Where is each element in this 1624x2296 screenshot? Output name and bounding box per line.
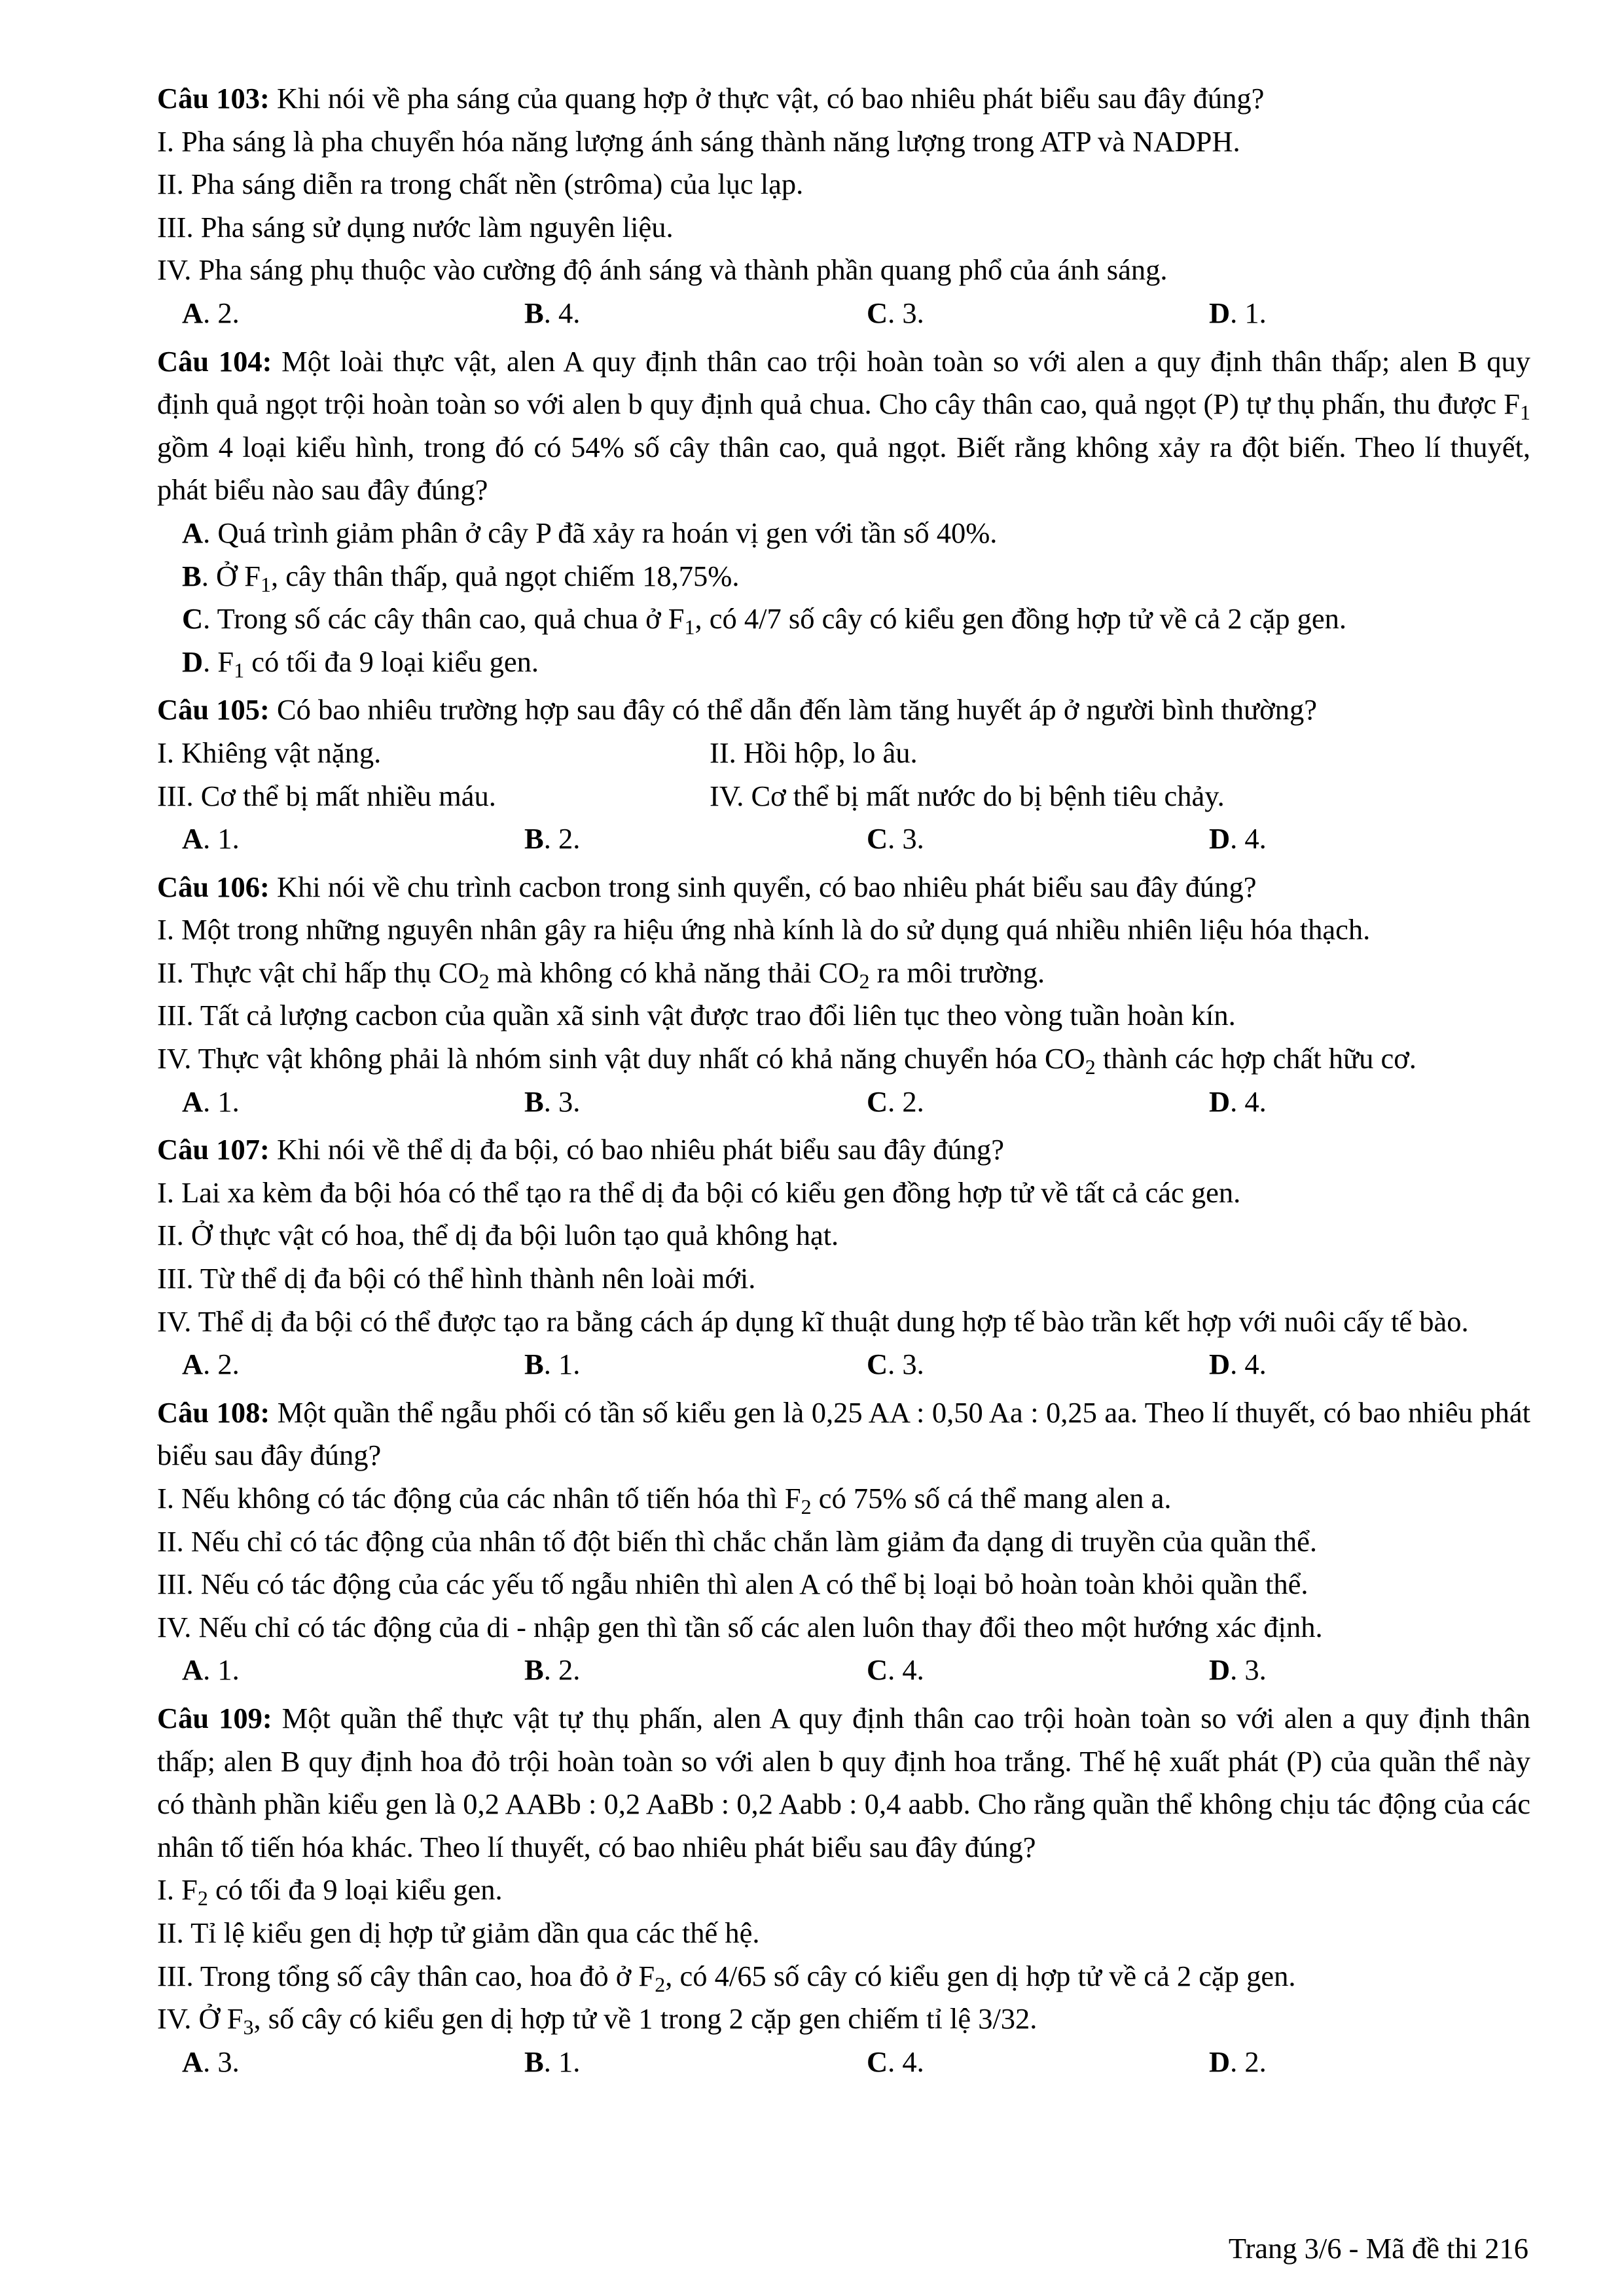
answer-options: [157, 1081, 1530, 1124]
statement-4: IV. Pha sáng phụ thuộc vào cường độ ánh sáng và thành phần quang phổ của ánh sáng.: [157, 253, 1168, 287]
question-105: [157, 689, 1530, 860]
answer-options: [157, 817, 1530, 861]
question-106: [157, 866, 1530, 1124]
option-b[interactable]: B. Ở $F_1$, cây thân thấp, quả ngọt chiếm 18,75%.: [182, 559, 740, 596]
option-c[interactable]: C. 3.: [867, 822, 924, 855]
option-c[interactable]: C. 3.: [867, 1348, 924, 1381]
statement-1: I. Một trong những nguyên nhân gây ra hiệu ứng nhà kính là do sử dụng quá nhiều nhiên liệu hóa thạch.: [157, 913, 1371, 946]
statement-1: I. Khiêng vật nặng.: [157, 736, 382, 769]
option-d[interactable]: D. $F_1$ có tối đa 9 loại kiểu gen.: [182, 645, 539, 682]
option-d[interactable]: D. 4.: [1209, 822, 1267, 855]
option-d[interactable]: D. 4.: [1209, 1348, 1267, 1381]
question-stem: Câu 104: Một loài thực vật, alen A quy định thân cao trội hoàn toàn so với alen a quy định thân thấp; alen B quy định quả ngọt trội hoàn toàn so với alen b quy định quả chua. Cho cây thân cao, quả ngọt (P) tự thụ phấn, thu được $F_1$ gồm 4 loại kiểu hình, trong đó có 54% số cây thân cao, quả ngọt. Biết rằng không xảy ra đột biến. Theo lí thuyết, phát biểu nào sau đây đúng?: [157, 344, 1530, 507]
question-label: Câu 107:: [157, 1133, 270, 1166]
question-stem: Câu 109: Một quần thể thực vật tự thụ phấn, alen A quy định thân cao trội hoàn toàn so với alen a quy định thân thấp; alen B quy định hoa đỏ trội hoàn toàn so với alen b quy định hoa trắng. Thế hệ xuất phát (P) của quần thể này có thành phần kiểu gen là 0,2 AABb : 0,2 AaBb : 0,2 Aabb : 0,4 aabb. Cho rằng quần thể không chịu tác động của các nhân tố tiến hóa khác. Theo lí thuyết, có bao nhiêu phát biểu sau đây đúng?: [157, 1701, 1530, 1863]
option-c[interactable]: C. Trong số các cây thân cao, quả chua ở $F_1$, có 4/7 số cây có kiểu gen đồng hợp tử về cả 2 cặp gen.: [182, 602, 1346, 639]
answer-options: [157, 292, 1530, 335]
question-label: Câu 103:: [157, 82, 270, 115]
answer-options: [157, 2041, 1530, 2084]
question-label: Câu 109:: [157, 1701, 272, 1734]
question-stem: Câu 105: Có bao nhiêu trường hợp sau đây có thể dẫn đến làm tăng huyết áp ở người bình thường?: [157, 693, 1317, 726]
option-b[interactable]: B. 2.: [524, 822, 581, 855]
statement-3: III. Trong tổng số cây thân cao, hoa đỏ ở $F_2$, có 4/65 số cây có kiểu gen dị hợp tử về cả 2 cặp gen.: [157, 1959, 1296, 1996]
statement-3: III. Từ thể dị đa bội có thể hình thành nên loài mới.: [157, 1262, 756, 1295]
option-c[interactable]: C. 2.: [867, 1085, 924, 1118]
option-a[interactable]: A. 2.: [182, 1348, 240, 1381]
statement-1: I. Nếu không có tác động của các nhân tố tiến hóa thì $F_2$ có 75% số cá thể mang alen a.: [157, 1482, 1172, 1518]
question-stem: Câu 108: Một quần thể ngẫu phối có tần số kiểu gen là 0,25 AA : 0,50 Aa : 0,25 aa. Theo lí thuyết, có bao nhiêu phát biểu sau đây đúng?: [157, 1395, 1530, 1472]
option-d[interactable]: D. 1.: [1209, 296, 1267, 329]
statement-4: IV. Ở $F_3$, số cây có kiểu gen dị hợp tử về 1 trong 2 cặp gen chiếm tỉ lệ 3/32.: [157, 2002, 1038, 2039]
question-label: Câu 104:: [157, 344, 272, 378]
option-a[interactable]: A. 3.: [182, 2045, 240, 2078]
statement-3: III. Tất cả lượng cacbon của quần xã sinh vật được trao đổi liên tục theo vòng tuần hoàn kín.: [157, 999, 1236, 1032]
statement-4: IV. Nếu chỉ có tác động của di - nhập gen thì tần số các alen luôn thay đổi theo một hướng xác định.: [157, 1610, 1323, 1643]
option-a[interactable]: A. 1.: [182, 1653, 240, 1687]
question-stem: Câu 103: Khi nói về pha sáng của quang hợp ở thực vật, có bao nhiêu phát biểu sau đây đúng?: [157, 82, 1265, 115]
option-a[interactable]: A. Quá trình giảm phân ở cây P đã xảy ra hoán vị gen với tần số 40%.: [182, 516, 998, 549]
statement-4: IV. Thực vật không phải là nhóm sinh vật duy nhất có khả năng chuyển hóa $CO_2$ thành các hợp chất hữu cơ.: [157, 1042, 1416, 1079]
option-a[interactable]: A. 1.: [182, 822, 240, 855]
question-label: Câu 106:: [157, 870, 270, 903]
question-103: [157, 77, 1530, 335]
exam-page: [157, 77, 1530, 2089]
option-d[interactable]: D. 3.: [1209, 1653, 1267, 1687]
option-c[interactable]: C. 3.: [867, 296, 924, 329]
option-c[interactable]: C. 4.: [867, 2045, 924, 2078]
statement-1: I. Lai xa kèm đa bội hóa có thể tạo ra thể dị đa bội có kiểu gen đồng hợp tử về tất cả các gen.: [157, 1175, 1241, 1209]
option-d[interactable]: D. 2.: [1209, 2045, 1267, 2078]
question-label: Câu 108:: [157, 1395, 270, 1429]
option-b[interactable]: B. 1.: [524, 1348, 581, 1381]
question-109: [157, 1697, 1530, 2083]
option-b[interactable]: B. 4.: [524, 296, 581, 329]
statement-2: II. Hồi hộp, lo âu.: [710, 736, 918, 769]
question-label: Câu 105:: [157, 693, 270, 726]
question-107: [157, 1128, 1530, 1386]
answer-options: [157, 1343, 1530, 1386]
question-stem: Câu 106: Khi nói về chu trình cacbon trong sinh quyển, có bao nhiêu phát biểu sau đây đúng?: [157, 870, 1257, 903]
question-108: [157, 1391, 1530, 1692]
statement-row: [157, 775, 1530, 818]
option-b[interactable]: B. 1.: [524, 2045, 581, 2078]
option-c[interactable]: C. 4.: [867, 1653, 924, 1687]
statement-3: III. Nếu có tác động của các yếu tố ngẫu nhiên thì alen A có thể bị loại bỏ hoàn toàn khỏi quần thể.: [157, 1568, 1308, 1601]
question-104: [157, 340, 1530, 684]
statement-2: II. Nếu chỉ có tác động của nhân tố đột biến thì chắc chắn làm giảm đa dạng di truyền của quần thể.: [157, 1524, 1317, 1558]
statement-2: II. Thực vật chỉ hấp thụ $CO_2$ mà không có khả năng thải $CO_2$ ra môi trường.: [157, 956, 1045, 993]
option-b[interactable]: B. 2.: [524, 1653, 581, 1687]
page-footer: Trang 3/6 - Mã đề thi 216: [1228, 2232, 1528, 2265]
statement-3: III. Cơ thể bị mất nhiều máu.: [157, 779, 496, 812]
statement-4: IV. Cơ thể bị mất nước do bị bệnh tiêu chảy.: [710, 779, 1225, 812]
statement-2: II. Pha sáng diễn ra trong chất nền (strôma) của lục lạp.: [157, 168, 804, 201]
option-d[interactable]: D. 4.: [1209, 1085, 1267, 1118]
statement-3: III. Pha sáng sử dụng nước làm nguyên liệu.: [157, 210, 674, 243]
question-stem: Câu 107: Khi nói về thể dị đa bội, có bao nhiêu phát biểu sau đây đúng?: [157, 1133, 1004, 1166]
statement-4: IV. Thể dị đa bội có thể được tạo ra bằng cách áp dụng kĩ thuật dung hợp tế bào trần kết hợp với nuôi cấy tế bào.: [157, 1304, 1469, 1338]
statement-2: II. Tỉ lệ kiểu gen dị hợp tử giảm dần qua các thế hệ.: [157, 1916, 760, 1949]
statement-1: I. $F_2$ có tối đa 9 loại kiểu gen.: [157, 1873, 503, 1910]
option-b[interactable]: B. 3.: [524, 1085, 581, 1118]
option-a[interactable]: A. 2.: [182, 296, 240, 329]
statement-1: I. Pha sáng là pha chuyển hóa năng lượng ánh sáng thành năng lượng trong ATP và NADPH.: [157, 124, 1240, 158]
option-a[interactable]: A. 1.: [182, 1085, 240, 1118]
statement-row: [157, 732, 1530, 775]
statement-2: II. Ở thực vật có hoa, thể dị đa bội luôn tạo quả không hạt.: [157, 1219, 839, 1252]
answer-options: [157, 1649, 1530, 1692]
